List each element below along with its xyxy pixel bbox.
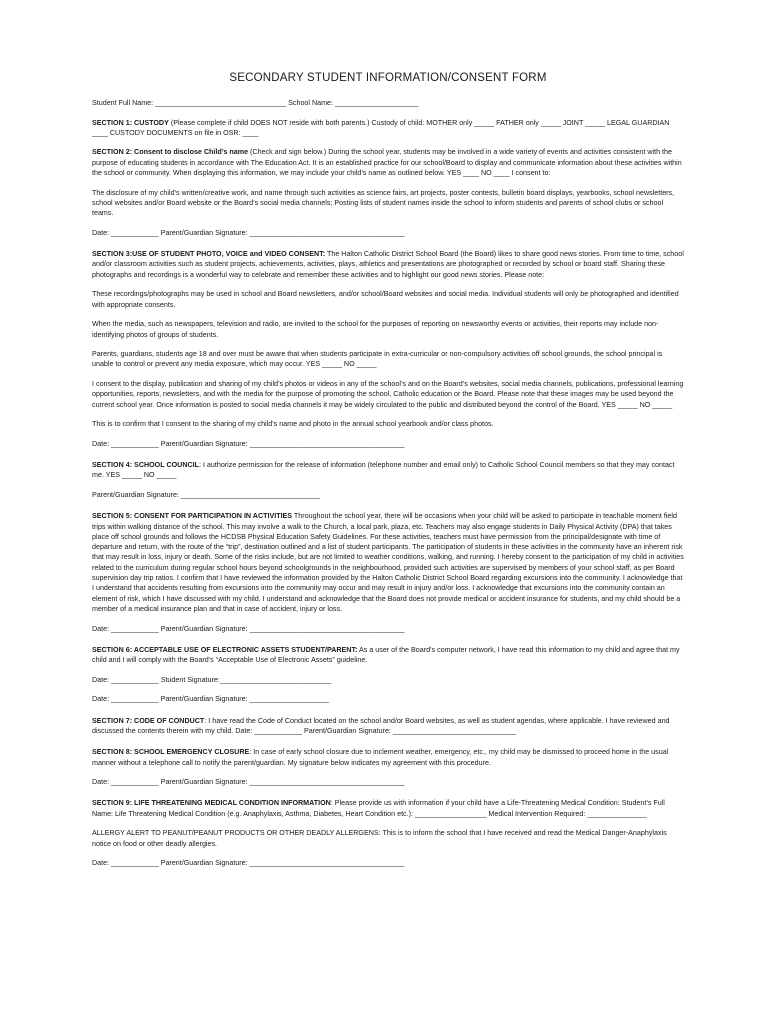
- section-4-school-council: [92, 460, 684, 481]
- section-3-media-text: When the media, such as newspapers, television and radio, are invited to the school for the purposes of reporting on newsworthy events or activities, their reports may include non-identifying photos of groups of students.: [92, 320, 659, 339]
- section-5-body: Throughout the school year, there will be occasions when your child will be asked to participate in teachable moment field trips within walking distance of the school. This may involve a walk to the Church, a local park, plaza, etc. Teachers may also engage students in Daily Physical Activity (DPA) that takes place off school grounds and follows the HCDSB Physical Education Safety Guidelines. For these activities, teachers must have permission from the principal/designate with time of departure and return, with the route of the “trip”, destination outlined and a list of student participants. The participation of students in these activities in the community have an inherent risk that may result in loss, injury or death. Some of the risks include, but are not limited to weather conditions, walking, and running. I hereby consent to the participation of my child in activities related to the curriculum during regular school hours beyond schoolgrounds in the neighbourhood, provided such activities are supervised by members of your school staff, as per Board supervision day trip ratios. I confirm that I have reviewed the information provided by the Halton Catholic District School Board regarding excursions into the community. I acknowledge that I understand that accidents resulting from excursions into the community may occur and may result in injury and/or loss. I acknowledge that excursions into the community contain an element of risk, which I have discussed with my child. I understand and acknowledge that the Board does not provide medical or accident insurance for students, and my child should be a member of a medical insurance plan and that in case of accident, injury or loss.: [92, 512, 684, 613]
- section-6-student-signature-line: Date: ____________ Student Signature:____________________________: [92, 675, 332, 684]
- section-6-heading: SECTION 6: ACCEPTABLE USE OF ELECTRONIC ASSETS STUDENT/PARENT:: [92, 645, 358, 654]
- student-name-school-line: Student Full Name: _________________________________ School Name: _____________________: [92, 99, 419, 107]
- section-1-custody: [92, 118, 684, 139]
- section-5-signature-line: Date: ____________ Parent/Guardian Signature: _______________________________________: [92, 624, 405, 633]
- section-6-body: As a user of the Board’s computer network, I have read this information to my child and agree that my child and I will comply with the Board’s “Acceptable Use of Electronic Assets” guideline.: [92, 645, 680, 665]
- section-3-photo-consent: [92, 249, 684, 280]
- section-3-heading: SECTION 3:USE OF STUDENT PHOTO, VOICE and VIDEO CONSENT:: [92, 250, 326, 259]
- section-3-body: The Halton Catholic District School Board (the Board) likes to share good news stories. From time to time, school and/or classroom activities such as student projects, achievements, activities, plays, athletics and presentations are photographed or recorded by school or board staff. Sharing these photographs and recordings is a wonderful way to celebrate and remember these activities and to highlight our good news stories. Please note:: [92, 250, 684, 279]
- section-7-code-of-conduct: [92, 716, 684, 737]
- section-5-activities: [92, 511, 684, 614]
- section-8-body: : In case of early school closure due to inclement weather, emergency, etc., my child may be dismissed to proceed home in the usual manner without a telephone call to notify the parent/guardian. My signature below indicates my agreement with this procedure.: [92, 748, 669, 767]
- section-8-heading: SECTION 8: SCHOOL EMERGENCY CLOSURE: [92, 748, 250, 757]
- section-6-electronic-assets: [92, 645, 684, 666]
- section-4-signature-line: Parent/Guardian Signature: ___________________________________: [92, 490, 320, 499]
- section-3-signature-line: Date: ____________ Parent/Guardian Signature: _______________________________________: [92, 439, 405, 448]
- section-9-body: : Please provide us with information if your child have a Life-Threatening Medical Condition: Student’s Full Name: Life Threatening Medical Condition (e.g. Anaphylaxis, Asthma, Diabetes, Heart Condition etc.): __________________ Medical Intervention Required: _______________: [92, 799, 665, 818]
- section-9-heading: SECTION 9: LIFE THREATENING MEDICAL CONDITION INFORMATION: [92, 799, 331, 808]
- section-9-allergy-alert: ALLERGY ALERT TO PEANUT/PEANUT PRODUCTS OR OTHER DEADLY ALLERGENS: This is to inform the school that I have received and read the Medical Danger-Anaphylaxis notice on food or other deadly allergies.: [92, 829, 667, 848]
- section-9-signature-line: Date: ____________ Parent/Guardian Signature: _______________________________________: [92, 859, 405, 868]
- section-3-yearbook-text: This is to confirm that I consent to the sharing of my child’s name and photo in the annual school yearbook and/or class photos.: [92, 420, 494, 429]
- section-2-heading: SECTION 2: Consent to disclose Child’s name: [92, 148, 249, 157]
- section-8-signature-line: Date: ____________ Parent/Guardian Signature: _______________________________________: [92, 778, 405, 787]
- section-4-heading: SECTION 4: SCHOOL COUNCIL: [92, 461, 199, 470]
- section-4-body: : I authorize permission for the release of information (telephone number and email only) to Catholic School Council members so that they may contact me. YES _____ NO _____: [92, 461, 675, 480]
- section-2-signature-line: Date: ____________ Parent/Guardian Signature: _______________________________________: [92, 228, 405, 237]
- section-1-body: (Please complete if child DOES NOT reside with both parents.) Custody of child: MOTHER only _____ FATHER only _____ JOINT _____ LEGAL GUARDIAN ____ CUSTODY DOCUMENTS on file in OSR: ____: [92, 118, 670, 137]
- section-2-disclosure-text: The disclosure of my child’s written/creative work, and name through such activities as science fairs, art projects, poster contests, bulletin board displays, yearbooks, school newsletters, school websites and/or Board website or the Board’s social media channels; Posting lists of student names inside the school to inform students and parents of school clubs or school teams.: [92, 188, 675, 218]
- section-3-exposure-text: Parents, guardians, students age 18 and over must be aware that when students participate in extra-curricular or non-compulsory activities off school grounds, the school principal is unable to control or prevent any media exposure, which may occur. YES _____ NO _____: [92, 350, 663, 369]
- section-2-name-consent: [92, 147, 684, 178]
- section-8-emergency-closure: [92, 747, 684, 768]
- section-5-heading: SECTION 5: CONSENT FOR PARTICIPATION IN ACTIVITIES: [92, 512, 293, 521]
- section-3-recordings-text: These recordings/photographs may be used in school and Board newsletters, and/or school/Board websites and social media. Individual students will only be photographed and identified with appropriate consents.: [92, 290, 679, 309]
- section-1-heading: SECTION 1: CUSTODY: [92, 118, 169, 127]
- section-7-body: : I have read the Code of Conduct located on the school and/or Board websites, as well as student agendas, where applicable. I have reviewed and discussed the contents therein with my child. Date: ____________ Parent/Guardian Signature: _______________________________: [92, 716, 670, 735]
- form-title: SECONDARY STUDENT INFORMATION/CONSENT FORM: [229, 72, 547, 84]
- section-2-body: (Check and sign below.) During the school year, students may be involved in a wide variety of events and activities consistent with the purpose of educating students in accordance with The Education Act. It is an established practice for our school/Board to display and communicate information about these activities within the school or community. When displaying this information, we may include your child’s name as outlined below. YES ____ NO ____ I consent to:: [92, 148, 682, 178]
- section-3-display-consent-text: I consent to the display, publication and sharing of my child’s photos or videos in any of the school’s and on the Board’s websites, social media channels, publications, professional learning opportunities, reports, newsletters, and with the media for the purpose of promoting the school, Catholic education or the Board. Please note that these images may be used beyond the current school year. Once information is posted to social media channels it may be widely circulated to the public and distributed beyond the control of the Board. YES _____ NO _____: [92, 380, 684, 409]
- section-7-heading: SECTION 7: CODE OF CONDUCT: [92, 716, 205, 725]
- section-6-parent-signature-line: Date: ____________ Parent/Guardian Signature: ____________________: [92, 695, 330, 704]
- section-9-medical-condition: [92, 798, 684, 819]
